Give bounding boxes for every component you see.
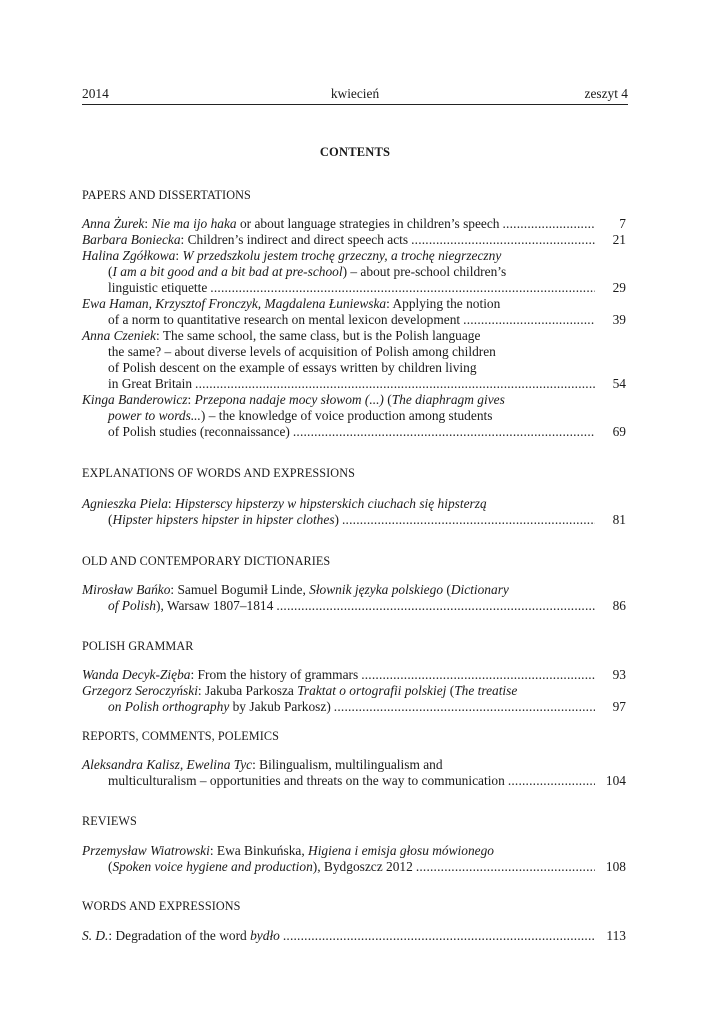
- toc-entry[interactable]: [82, 232, 628, 248]
- text-segment: : The same school, the same class, but is the Polish language: [156, 328, 481, 343]
- entry-text: [82, 496, 487, 511]
- entry-line: [82, 344, 628, 360]
- dot-leader: [342, 512, 595, 528]
- contents-title: CONTENTS: [319, 145, 391, 159]
- text-segment: ), Bydgoszcz 2012: [312, 859, 413, 875]
- entry-line: [82, 376, 628, 392]
- italic-segment: on Polish orthography: [108, 699, 230, 715]
- entry-text: [108, 408, 492, 423]
- dot-leader: [210, 280, 595, 296]
- entry-line: [82, 392, 628, 408]
- page-number: 113: [606, 928, 626, 943]
- dot-leader: [508, 773, 595, 789]
- dot-leader: [276, 598, 595, 614]
- entry-line: [82, 248, 628, 264]
- italic-segment: Słownik języka polskiego: [309, 582, 444, 597]
- text-segment: (: [446, 683, 455, 698]
- entry-text: [82, 582, 509, 597]
- toc-entry[interactable]: [82, 216, 628, 232]
- header-month: kwiecień: [330, 86, 380, 101]
- toc-entry[interactable]: [82, 496, 628, 528]
- text-segment: the same? – about diverse levels of acquisition of Polish among children: [108, 344, 496, 360]
- entry-line: [82, 408, 628, 424]
- text-segment: : Bilingualism, multilingualism and: [252, 757, 443, 772]
- entry-line: [82, 667, 628, 683]
- entry-line: [82, 773, 628, 789]
- toc-entry[interactable]: [82, 757, 628, 789]
- italic-segment: I am a bit good and a bit bad at pre-school: [112, 264, 343, 280]
- text-segment: : Ewa Binkuńska,: [209, 843, 309, 858]
- toc-entry[interactable]: [82, 296, 628, 328]
- entry-line: [82, 312, 628, 328]
- italic-segment: Halina Zgółkowa: [82, 248, 176, 263]
- text-segment: or about language strategies in children’s speech: [236, 216, 500, 231]
- text-segment: : From the history of grammars: [190, 667, 359, 682]
- italic-segment: Anna Czeniek: [82, 328, 157, 343]
- entry-line: [82, 280, 628, 296]
- entry-text: [108, 598, 273, 614]
- text-segment: multiculturalism – opportunities and threats on the way to communication: [108, 773, 505, 789]
- text-segment: (: [108, 512, 113, 528]
- entry-line: [82, 683, 628, 699]
- section-heading: REPORTS, COMMENTS, POLEMICS: [82, 729, 280, 743]
- italic-segment: Mirosław Bańko: [82, 582, 171, 597]
- entry-text: [82, 843, 494, 858]
- dot-leader: [503, 216, 596, 232]
- italic-segment: Spoken voice hygiene and production: [112, 859, 313, 875]
- italic-segment: bydło: [250, 928, 280, 943]
- entry-line: [82, 496, 628, 512]
- dot-leader: [416, 859, 595, 875]
- page-number: 21: [612, 232, 626, 247]
- header-year: 2014: [82, 86, 109, 101]
- text-segment: :: [144, 216, 152, 231]
- entry-text: [108, 699, 331, 715]
- text-segment: of Polish descent on the example of essays written by children living: [108, 360, 477, 376]
- section-heading: EXPLANATIONS OF WORDS AND EXPRESSIONS: [82, 466, 355, 480]
- text-segment: : Jakuba Parkosza: [197, 683, 298, 698]
- italic-segment: Agnieszka Piela: [82, 496, 168, 511]
- toc-entry[interactable]: [82, 582, 628, 614]
- entry-text: [82, 328, 480, 343]
- page-number: 69: [612, 424, 626, 440]
- entry-text: [108, 360, 477, 375]
- entry-text: [82, 216, 500, 232]
- page-number: 81: [612, 512, 626, 528]
- toc-entry[interactable]: [82, 667, 628, 683]
- entry-line: [82, 699, 628, 715]
- text-segment: (: [443, 582, 451, 597]
- entry-text: [82, 296, 500, 311]
- page-number: 108: [605, 859, 626, 875]
- text-segment: in Great Britain: [108, 376, 193, 392]
- italic-segment: Przepona nadaje mocy słowom (...): [194, 392, 384, 407]
- page-number: 29: [612, 280, 626, 296]
- text-segment: (: [383, 392, 392, 407]
- section-heading: WORDS AND EXPRESSIONS: [82, 899, 241, 913]
- italic-segment: The diaphragm gives: [391, 392, 505, 407]
- italic-segment: Wanda Decyk-Zięba: [82, 667, 191, 682]
- toc-entry[interactable]: [82, 392, 628, 440]
- entry-line: [82, 328, 628, 344]
- entry-text: [82, 667, 358, 683]
- italic-segment: of Polish: [108, 598, 156, 614]
- page-number: 54: [612, 376, 626, 392]
- text-segment: ), Warsaw 1807–1814: [156, 598, 274, 614]
- text-segment: of Polish studies (reconnaissance): [108, 424, 290, 440]
- italic-segment: Kinga Banderowicz: [82, 392, 188, 407]
- page-number: 104: [605, 773, 626, 789]
- section-heading: POLISH GRAMMAR: [82, 639, 194, 653]
- italic-segment: Nie ma ijo haka: [151, 216, 237, 231]
- italic-segment: Aleksandra Kalisz, Ewelina Tyc: [82, 757, 253, 772]
- entry-line: [82, 424, 628, 440]
- text-segment: : Degradation of the word: [108, 928, 251, 943]
- text-segment: : Samuel Bogumił Linde,: [170, 582, 310, 597]
- toc-entry[interactable]: [82, 928, 628, 944]
- toc-entry[interactable]: [82, 683, 628, 715]
- text-segment: ): [334, 512, 339, 528]
- entry-line: [82, 296, 628, 312]
- text-segment: ) – the knowledge of voice production among students: [200, 408, 493, 424]
- entry-text: [82, 392, 505, 407]
- italic-segment: Anna Żurek: [82, 216, 145, 231]
- page-number: 86: [612, 598, 626, 614]
- section-heading: PAPERS AND DISSERTATIONS: [82, 188, 251, 202]
- italic-segment: Traktat o ortografii polskiej: [297, 683, 447, 698]
- entry-text: [82, 248, 501, 263]
- text-segment: :: [175, 248, 183, 263]
- italic-segment: Hipster hipsters hipster in hipster clothes: [112, 512, 335, 528]
- dot-leader: [195, 376, 595, 392]
- text-segment: linguistic etiquette: [108, 280, 208, 296]
- text-segment: ) – about pre-school children’s: [342, 264, 507, 280]
- entry-text: [108, 424, 290, 440]
- entry-line: [82, 598, 628, 614]
- entry-line: [82, 216, 628, 232]
- italic-segment: Hipsterscy hipsterzy w hipsterskich ciuchach się hipsterzą: [174, 496, 487, 511]
- page-number: 93: [612, 667, 626, 682]
- entry-text: [108, 859, 413, 875]
- italic-segment: Grzegorz Seroczyński: [82, 683, 198, 698]
- entry-line: [82, 232, 628, 248]
- entry-text: [82, 757, 443, 772]
- entry-text: [82, 232, 408, 248]
- text-segment: (: [108, 264, 113, 280]
- italic-segment: Higiena i emisja głosu mówionego: [308, 843, 495, 858]
- italic-segment: W przedszkolu jestem trochę grzeczny, a trochę niegrzeczny: [182, 248, 502, 263]
- entry-line: [82, 512, 628, 528]
- dot-leader: [463, 312, 595, 328]
- section-heading: OLD AND CONTEMPORARY DICTIONARIES: [82, 554, 331, 568]
- dot-leader: [361, 667, 595, 683]
- entry-line: [82, 582, 628, 598]
- entry-text: [108, 512, 339, 528]
- text-segment: (: [108, 859, 113, 875]
- dot-leader: [411, 232, 595, 248]
- running-header: [82, 86, 628, 105]
- text-segment: : Applying the notion: [386, 296, 501, 311]
- page-number: 97: [612, 699, 626, 715]
- text-segment: by Jakub Parkosz): [229, 699, 331, 715]
- entry-text: [108, 773, 505, 789]
- entry-text: [108, 312, 460, 328]
- entry-line: [82, 843, 628, 859]
- dot-leader: [283, 928, 595, 944]
- text-segment: of a norm to quantitative research on mental lexicon development: [108, 312, 461, 328]
- dot-leader: [334, 699, 595, 715]
- italic-segment: Barbara Boniecka: [82, 232, 181, 247]
- entry-line: [82, 757, 628, 773]
- italic-segment: power to words...: [108, 408, 201, 424]
- italic-segment: S. D.: [82, 928, 109, 943]
- section-heading: REVIEWS: [82, 814, 137, 828]
- entry-text: [82, 683, 517, 698]
- text-segment: :: [187, 392, 195, 407]
- italic-segment: Ewa Haman, Krzysztof Fronczyk, Magdalena Łuniewska: [82, 296, 387, 311]
- toc-entry[interactable]: [82, 843, 628, 875]
- entry-line: [82, 264, 628, 280]
- italic-segment: The treatise: [454, 683, 518, 698]
- toc-entry[interactable]: [82, 328, 628, 392]
- text-segment: : Children’s indirect and direct speech acts: [180, 232, 409, 247]
- page-number: 39: [612, 312, 626, 328]
- entry-text: [108, 344, 496, 359]
- dot-leader: [293, 424, 595, 440]
- entry-line: [82, 360, 628, 376]
- page-number: 7: [619, 216, 626, 231]
- entry-text: [108, 264, 506, 279]
- text-segment: :: [167, 496, 175, 511]
- entry-line: [82, 859, 628, 875]
- toc-entry[interactable]: [82, 248, 628, 296]
- entry-text: [82, 928, 280, 944]
- entry-text: [108, 280, 207, 296]
- entry-line: [82, 928, 628, 944]
- italic-segment: Dictionary: [450, 582, 509, 597]
- entry-text: [108, 376, 192, 392]
- header-issue: zeszyt 4: [584, 86, 628, 101]
- italic-segment: Przemysław Wiatrowski: [82, 843, 210, 858]
